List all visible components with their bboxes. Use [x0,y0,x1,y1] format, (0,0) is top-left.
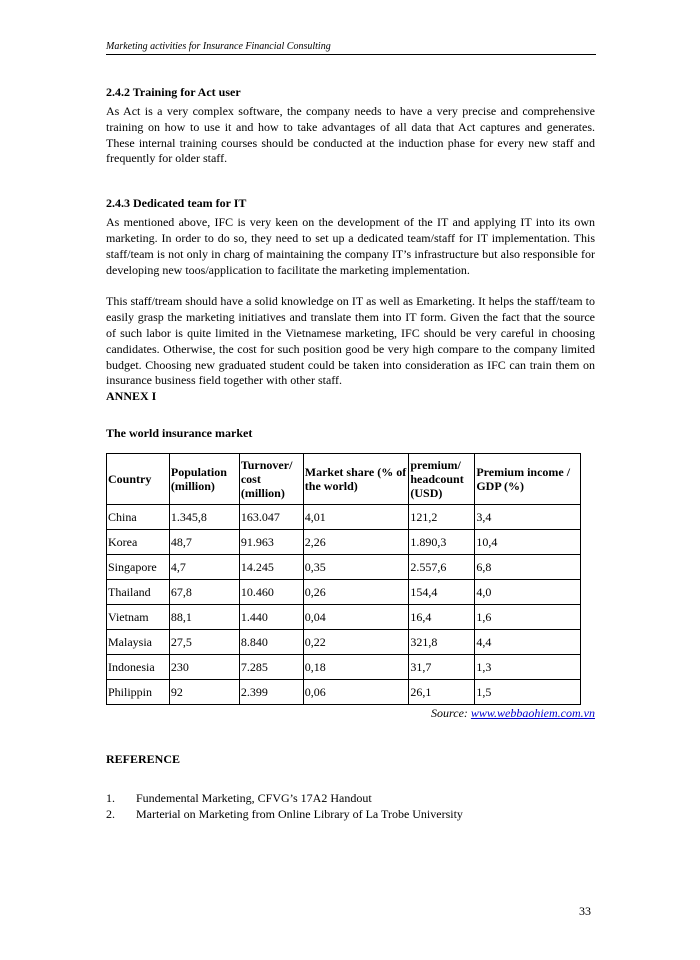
page-header [106,41,596,55]
table-cell: Indonesia [107,655,170,680]
list-item-text: Marterial on Marketing from Online Library of La Trobe University [136,807,463,822]
table-cell: 88,1 [169,605,239,630]
table-cell: 0,06 [303,680,409,705]
table-cell: 0,35 [303,555,409,580]
table-cell: 1.890,3 [409,530,475,555]
column-header: premium/ headcount (USD) [409,454,475,505]
table-cell: Malaysia [107,630,170,655]
table-row [107,630,581,655]
table-cell: 2.399 [239,680,303,705]
table-cell: 48,7 [169,530,239,555]
table-cell: 230 [169,655,239,680]
table-cell: 10.460 [239,580,303,605]
table-cell: 14.245 [239,555,303,580]
table-cell: 1.345,8 [169,505,239,530]
table-cell: Singapore [107,555,170,580]
reference-title: REFERENCE [106,752,181,767]
table-cell: 1,6 [475,605,581,630]
table-row [107,505,581,530]
table-cell: 2,26 [303,530,409,555]
source-link[interactable]: www.webbaohiem.com.vn [470,706,595,721]
annex-title: ANNEX I [106,389,157,404]
section-2-4-2-paragraph: As Act is a very complex software, the company needs to have a very precise and comprehensive training on how to use it and how to take advantages of all data that Act captures and generates. These internal training courses should be conducted at the induction phase for every new staff and frequently for older staff. [106,104,595,166]
page-content [106,84,595,822]
table-cell: 7.285 [239,655,303,680]
table-cell: 1.440 [239,605,303,630]
table-cell: 154,4 [409,580,475,605]
table-row [107,555,581,580]
table-title: The world insurance market [106,426,253,441]
table-row [107,605,581,630]
table-cell: 4,7 [169,555,239,580]
table-cell: Vietnam [107,605,170,630]
insurance-market-table [106,453,581,705]
table-cell: 121,2 [409,505,475,530]
table-cell: 4,0 [475,580,581,605]
table-cell: Philippin [107,680,170,705]
table-cell: 163.047 [239,505,303,530]
table-header-row [107,454,581,505]
reference-list [106,790,595,822]
list-item-number: 2. [106,807,115,822]
table-cell: 1,3 [475,655,581,680]
table-row [107,655,581,680]
table-cell: 0,22 [303,630,409,655]
table-cell: Korea [107,530,170,555]
column-header: Market share (% of the world) [303,454,409,505]
list-item [106,806,595,822]
table-cell: 26,1 [409,680,475,705]
table-row [107,530,581,555]
section-2-4-3-paragraph-1: As mentioned above, IFC is very keen on the development of the IT and applying IT into its own marketing. In order to do so, they need to set up a dedicated team/staff for IT implementation. This staff/team is not only in charg of maintaining the company IT’s infrastructure but also responsible for developing new toos/application to facilitate the marketing implementation. [106,215,595,277]
column-header: Turnover/ cost (million) [239,454,303,505]
table-source [106,706,595,721]
table-row [107,680,581,705]
table-cell: 0,04 [303,605,409,630]
table-cell: 27,5 [169,630,239,655]
table-cell: 4,4 [475,630,581,655]
section-2-4-3-heading: 2.4.3 Dedicated team for IT [106,196,247,211]
list-item-text: Fundemental Marketing, CFVG’s 17A2 Handout [136,791,372,806]
source-label: Source: [431,706,468,721]
table-cell: 4,01 [303,505,409,530]
page-number: 33 [579,904,591,918]
header-title: Marketing activities for Insurance Financial Consulting [106,41,331,52]
table-cell: 31,7 [409,655,475,680]
table-cell: 1,5 [475,680,581,705]
table-cell: 6,8 [475,555,581,580]
table-cell: 67,8 [169,580,239,605]
list-item [106,790,595,806]
table-cell: 8.840 [239,630,303,655]
column-header: Population (million) [169,454,239,505]
list-item-number: 1. [106,791,115,806]
table-cell: 3,4 [475,505,581,530]
section-2-4-3-paragraph-2: This staff/tream should have a solid knowledge on IT as well as Emarketing. It helps the staff/team to easily grasp the marketing initiatives and translate them into IT form. Given the fact that the source of such labor is quite limited in the Vietnamese marketing, IFC should be very careful in choosing candidates. Otherwise, the cost for such position good be very high compare to the company limited budget. Choosing new graduated student could be taken into consideration as IFC can train them on insurance business field together with other staff. [106,294,595,388]
column-header: Premium income / GDP (%) [475,454,581,505]
table-cell: 0,18 [303,655,409,680]
table-cell: 10,4 [475,530,581,555]
table-cell: 92 [169,680,239,705]
table-cell: 0,26 [303,580,409,605]
table-cell: Thailand [107,580,170,605]
section-2-4-2-heading: 2.4.2 Training for Act user [106,85,241,99]
table-cell: 91.963 [239,530,303,555]
table-cell: 16,4 [409,605,475,630]
column-header: Country [107,454,170,505]
table-cell: 2.557,6 [409,555,475,580]
table-row [107,580,581,605]
table-cell: China [107,505,170,530]
table-cell: 321,8 [409,630,475,655]
